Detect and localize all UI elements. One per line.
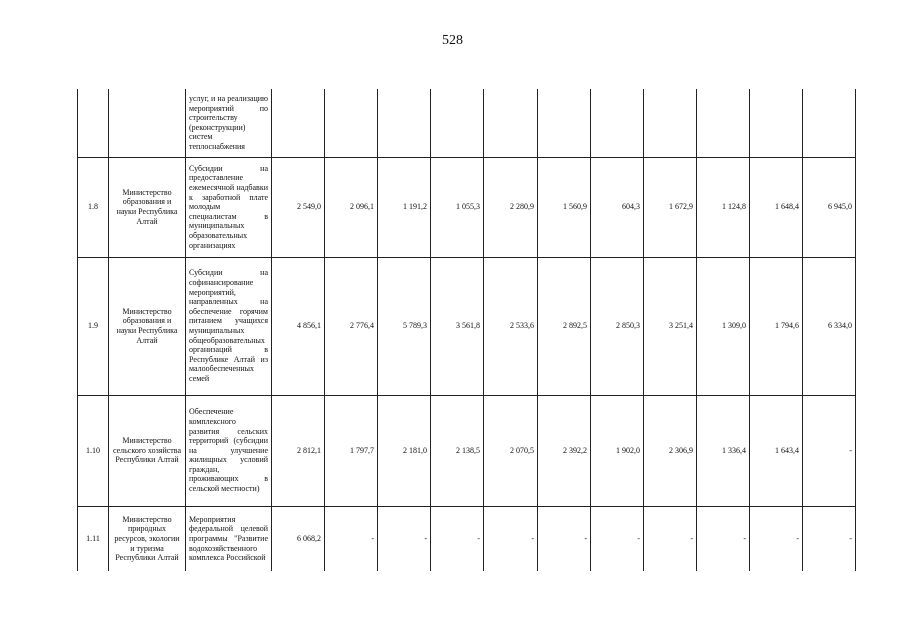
amount-cell: 2 776,4 xyxy=(325,257,378,395)
responsible-org: Министерство природных ресурсов, экологии и туризма Республики Алтай xyxy=(109,506,186,571)
table-row xyxy=(78,395,856,506)
row-number: 1.11 xyxy=(78,506,109,571)
amount-cell: 2 549,0 xyxy=(272,157,325,257)
row-number: 1.10 xyxy=(78,395,109,506)
amount-cell: 1 643,4 xyxy=(750,395,803,506)
table-row xyxy=(78,257,856,395)
amount-cell: 4 856,1 xyxy=(272,257,325,395)
amount-cell: 1 672,9 xyxy=(644,157,697,257)
table-row xyxy=(78,157,856,257)
measure-description: Субсидии на предоставление ежемесячной надбавки к заработной плате молодым специалистам в муниципальных образовательных организациях xyxy=(186,157,272,257)
amount-cell: 2 096,1 xyxy=(325,157,378,257)
amount-cell: 2 812,1 xyxy=(272,395,325,506)
amount-cell xyxy=(538,89,591,157)
measure-description: услуг, и на реализацию мероприятий по строительству (реконструкции) систем теплоснабжения xyxy=(186,89,272,157)
amount-cell: 2 850,3 xyxy=(591,257,644,395)
amount-cell xyxy=(325,89,378,157)
amount-cell: - xyxy=(325,506,378,571)
table-body xyxy=(78,89,856,571)
amount-cell: 2 892,5 xyxy=(538,257,591,395)
amount-cell xyxy=(697,89,750,157)
amount-cell: 1 797,7 xyxy=(325,395,378,506)
amount-cell: 2 070,5 xyxy=(484,395,538,506)
amount-cell: - xyxy=(538,506,591,571)
amount-cell: 2 306,9 xyxy=(644,395,697,506)
amount-cell: - xyxy=(750,506,803,571)
amount-cell: 1 191,2 xyxy=(378,157,431,257)
page-number: 528 xyxy=(442,33,463,48)
budget-table xyxy=(77,89,856,571)
amount-cell xyxy=(484,89,538,157)
amount-cell xyxy=(644,89,697,157)
table-row xyxy=(78,506,856,571)
amount-cell: 2 138,5 xyxy=(431,395,484,506)
amount-cell: - xyxy=(484,506,538,571)
amount-cell: 1 055,3 xyxy=(431,157,484,257)
measure-description: Мероприятия федеральной целевой программы "Развитие водохозяйственного комплекса Российской xyxy=(186,506,272,571)
amount-cell xyxy=(378,89,431,157)
amount-cell: - xyxy=(697,506,750,571)
amount-cell: 2 181,0 xyxy=(378,395,431,506)
amount-cell xyxy=(803,89,856,157)
table-row xyxy=(78,89,856,157)
row-number xyxy=(78,89,109,157)
amount-cell: 2 533,6 xyxy=(484,257,538,395)
amount-cell xyxy=(272,89,325,157)
amount-cell: - xyxy=(378,506,431,571)
amount-cell: - xyxy=(803,395,856,506)
responsible-org: Министерство образования и науки Республика Алтай xyxy=(109,157,186,257)
amount-cell: 6 068,2 xyxy=(272,506,325,571)
amount-cell: 1 124,8 xyxy=(697,157,750,257)
amount-cell: - xyxy=(431,506,484,571)
responsible-org xyxy=(109,89,186,157)
row-number: 1.9 xyxy=(78,257,109,395)
measure-description: Обеспечение комплексного развития сельских территорий (субсидии на улучшение жилищных условий граждан, проживающих в сельской местности) xyxy=(186,395,272,506)
amount-cell xyxy=(750,89,803,157)
amount-cell: 2 392,2 xyxy=(538,395,591,506)
amount-cell: 6 945,0 xyxy=(803,157,856,257)
amount-cell: 1 648,4 xyxy=(750,157,803,257)
amount-cell xyxy=(431,89,484,157)
amount-cell: - xyxy=(644,506,697,571)
row-number: 1.8 xyxy=(78,157,109,257)
amount-cell: 1 336,4 xyxy=(697,395,750,506)
amount-cell: 1 902,0 xyxy=(591,395,644,506)
amount-cell: - xyxy=(591,506,644,571)
responsible-org: Министерство сельского хозяйства Республики Алтай xyxy=(109,395,186,506)
amount-cell: 1 560,9 xyxy=(538,157,591,257)
responsible-org: Министерство образования и науки Республика Алтай xyxy=(109,257,186,395)
amount-cell: 3 561,8 xyxy=(431,257,484,395)
amount-cell: 604,3 xyxy=(591,157,644,257)
measure-description: Субсидии на софинансирование мероприятий, направленных на обеспечение горячим питанием учащихся муниципальных общеобразовательных организаций в Республике Алтай из малообеспеченных семей xyxy=(186,257,272,395)
amount-cell xyxy=(591,89,644,157)
amount-cell: 1 794,6 xyxy=(750,257,803,395)
amount-cell: - xyxy=(803,506,856,571)
amount-cell: 5 789,3 xyxy=(378,257,431,395)
amount-cell: 6 334,0 xyxy=(803,257,856,395)
amount-cell: 1 309,0 xyxy=(697,257,750,395)
amount-cell: 3 251,4 xyxy=(644,257,697,395)
amount-cell: 2 280,9 xyxy=(484,157,538,257)
